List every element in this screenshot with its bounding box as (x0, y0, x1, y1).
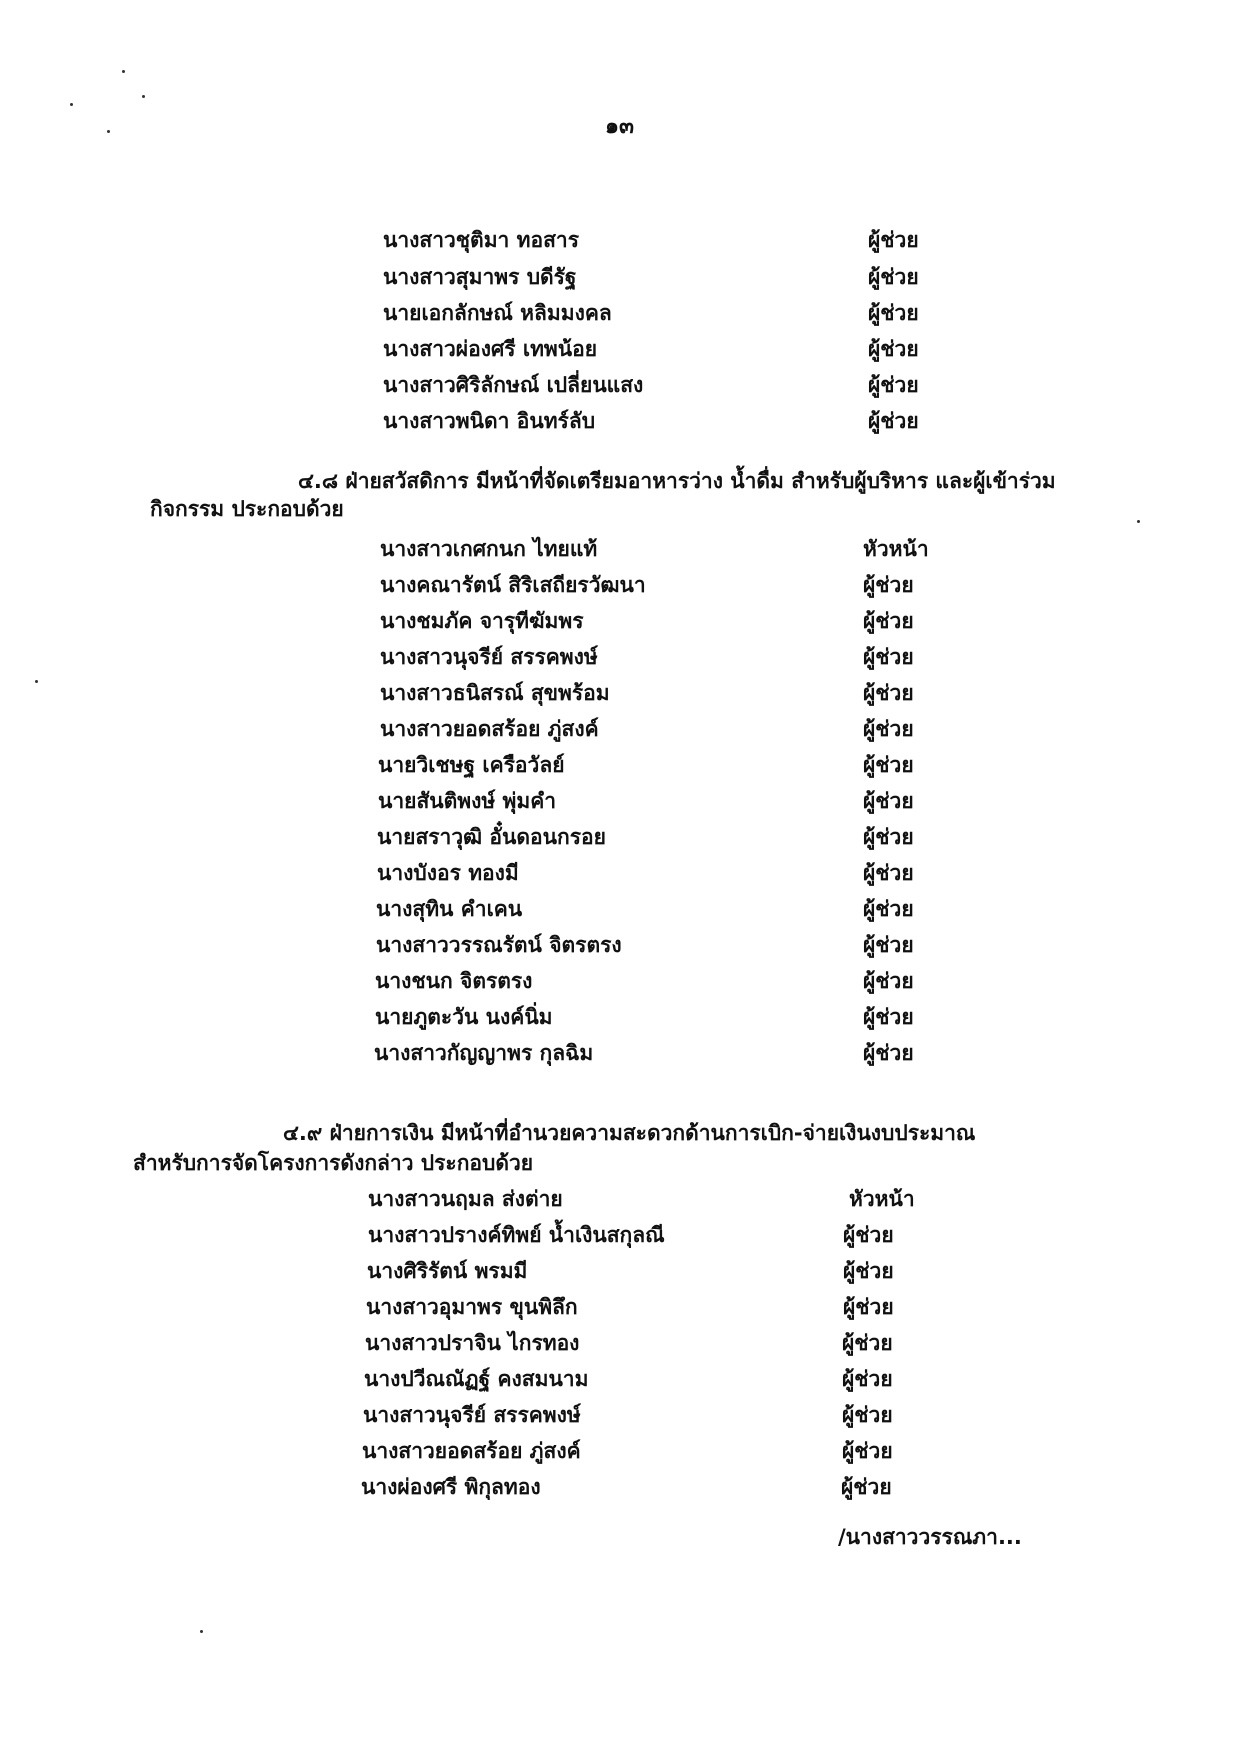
page-number: ๑๓ (605, 114, 635, 139)
member-role: ผู้ช่วย (863, 897, 914, 921)
member-role: ผู้ช่วย (863, 861, 914, 885)
member-name: นางสาวศิริลักษณ์ เปลี่ยนแสง (383, 373, 644, 397)
member-name: นางสาวนุจรีย์ สรรคพงษ์ (363, 1403, 581, 1427)
member-name: นางสาวกัญญาพร กุลฉิม (374, 1041, 594, 1065)
member-name: นางชนก จิตรตรง (375, 969, 533, 993)
member-name: นางสาวปราจิน ไกรทอง (365, 1331, 580, 1355)
member-role: ผู้ช่วย (863, 717, 914, 741)
scan-speck (200, 1630, 203, 1633)
member-role: ผู้ช่วย (868, 409, 919, 433)
member-name: นางชมภัค จารุทีฆัมพร (380, 609, 584, 633)
member-role: ผู้ช่วย (842, 1367, 893, 1391)
scan-speck (122, 70, 125, 73)
member-role: ผู้ช่วย (863, 645, 914, 669)
member-role: ผู้ช่วย (863, 825, 914, 849)
member-role: ผู้ช่วย (868, 337, 919, 361)
member-name: นายสราวุฒิ อั๋นดอนกรอย (377, 825, 606, 849)
member-role: ผู้ช่วย (842, 1439, 893, 1463)
member-name: นางสาวยอดสร้อย ภู่สงค์ (362, 1439, 581, 1463)
member-name: นางสาวชุติมา ทอสาร (383, 228, 579, 252)
member-role: หัวหน้า (863, 537, 929, 561)
section-4-8-heading-cont: กิจกรรม ประกอบด้วย (150, 497, 344, 521)
member-role: ผู้ช่วย (842, 1331, 893, 1355)
member-name: นางสาวยอดสร้อย ภู่สงค์ (380, 717, 599, 741)
member-role: ผู้ช่วย (863, 609, 914, 633)
scan-speck (142, 95, 145, 98)
member-name: นางปวีณณัฏฐ์ คงสมนาม (364, 1367, 589, 1391)
member-role: ผู้ช่วย (868, 265, 919, 289)
member-name: นางสาวพนิดา อินทร์ลับ (383, 409, 596, 433)
member-name: นายภูตะวัน นงค์นิ่ม (375, 1005, 553, 1029)
member-role: ผู้ช่วย (863, 681, 914, 705)
member-role: ผู้ช่วย (868, 228, 919, 252)
scan-speck (107, 130, 110, 133)
member-name: นายเอกลักษณ์ หลิมมงคล (383, 301, 612, 325)
member-name: นางสาวปรางค์ทิพย์ น้ำเงินสกุลณี (368, 1223, 665, 1247)
scan-speck (35, 680, 38, 683)
next-page-marker: /นางสาววรรณภา... (838, 1525, 1022, 1549)
member-name: นางบังอร ทองมี (377, 861, 519, 885)
member-role: ผู้ช่วย (843, 1259, 894, 1283)
member-role: หัวหน้า (849, 1187, 915, 1211)
member-role: ผู้ช่วย (868, 373, 919, 397)
member-name: นางสาวนฤมล ส่งต่าย (368, 1187, 563, 1211)
member-name: นายสันติพงษ์ พุ่มคำ (378, 789, 557, 813)
member-name: นางสาวอุมาพร ขุนพิลึก (366, 1295, 578, 1319)
member-name: นางศิริรัตน์ พรมมี (367, 1259, 528, 1283)
section-4-8-heading: ๔.๘ ฝ่ายสวัสดิการ มีหน้าที่จัดเตรียมอาหารว่าง น้ำดื่ม สำหรับผู้บริหาร และผู้เข้าร่วม (298, 469, 1056, 493)
member-role: ผู้ช่วย (843, 1223, 894, 1247)
member-role: ผู้ช่วย (843, 1295, 894, 1319)
member-name: นางสาวสุมาพร บดีรัฐ (383, 265, 577, 289)
member-name: นางผ่องศรี พิกุลทอง (361, 1475, 541, 1499)
member-role: ผู้ช่วย (841, 1475, 892, 1499)
member-name: นายวิเชษฐ เครือวัลย์ (378, 753, 565, 777)
member-name: นางสาววรรณรัตน์ จิตรตรง (376, 933, 622, 957)
member-name: นางสาวนุจรีย์ สรรคพงษ์ (380, 645, 598, 669)
member-role: ผู้ช่วย (863, 933, 914, 957)
member-role: ผู้ช่วย (863, 789, 914, 813)
scan-speck (1137, 520, 1140, 523)
member-name: นางสาวผ่องศรี เทพน้อย (383, 337, 598, 361)
member-role: ผู้ช่วย (868, 301, 919, 325)
scan-speck (70, 103, 73, 106)
member-role: ผู้ช่วย (842, 1403, 893, 1427)
member-name: นางคณารัตน์ สิริเสถียรวัฒนา (380, 573, 646, 597)
member-name: นางสาวเกศกนก ไทยแท้ (380, 537, 598, 561)
member-role: ผู้ช่วย (863, 969, 914, 993)
member-role: ผู้ช่วย (863, 1005, 914, 1029)
member-role: ผู้ช่วย (863, 573, 914, 597)
member-role: ผู้ช่วย (863, 753, 914, 777)
member-name: นางสุทิน คำเคน (376, 897, 523, 921)
member-name: นางสาวธนิสรณ์ สุขพร้อม (380, 681, 610, 705)
section-4-9-heading: ๔.๙ ฝ่ายการเงิน มีหน้าที่อำนวยความสะดวกด้านการเบิก-จ่ายเงินงบประมาณ (283, 1121, 976, 1145)
member-role: ผู้ช่วย (863, 1041, 914, 1065)
section-4-9-heading-cont: สำหรับการจัดโครงการดังกล่าว ประกอบด้วย (133, 1151, 534, 1175)
